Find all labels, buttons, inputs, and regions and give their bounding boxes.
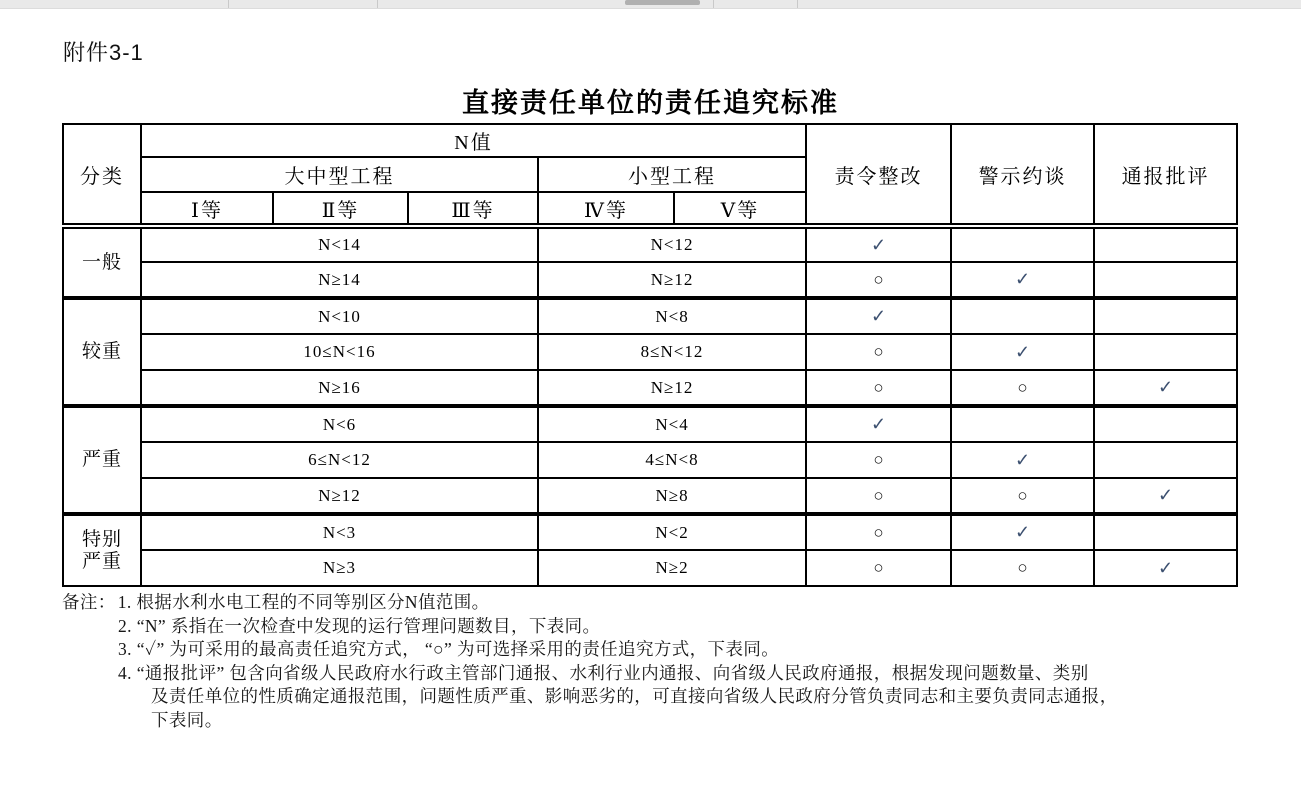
note-item-4-continuation: 下表同。	[151, 709, 223, 730]
category-cell	[63, 226, 141, 298]
n-range-small: 8≤N<12	[538, 334, 806, 370]
toolbar-separator	[797, 0, 798, 8]
mark-cell: ✓	[1094, 550, 1237, 586]
mark-cell	[1094, 514, 1237, 550]
col-header-grade-2: Ⅱ等	[273, 192, 408, 226]
mark-cell: ○	[951, 550, 1094, 586]
n-range-small: N<12	[538, 226, 806, 262]
category-label: 较重	[81, 341, 122, 362]
category-label: 特别	[81, 528, 122, 550]
mark-cell: ○	[806, 334, 951, 370]
n-range-large-medium: N≥14	[141, 262, 538, 298]
category-label: 严重	[81, 550, 122, 572]
n-range-small: N≥2	[538, 550, 806, 586]
n-range-large-medium: 6≤N<12	[141, 442, 538, 478]
mark-cell	[1094, 226, 1237, 262]
mark-cell: ○	[806, 550, 951, 586]
category-cell	[63, 298, 141, 406]
page-title: 直接责任单位的责任追究标准	[462, 88, 839, 118]
mark-cell: ✓	[951, 262, 1094, 298]
responsibility-table	[62, 123, 1238, 587]
col-header-grade-1: Ⅰ等	[141, 192, 273, 226]
table-row	[63, 550, 1237, 586]
col-header-large-medium: 大中型工程	[141, 157, 538, 192]
mark-cell: ✓	[951, 442, 1094, 478]
note-item-2: 2. “N” 系指在一次检查中发现的运行管理问题数目，下表同。	[118, 615, 601, 636]
table-row	[63, 370, 1237, 406]
table-row	[63, 478, 1237, 514]
table-row	[63, 226, 1237, 262]
n-range-small: N≥8	[538, 478, 806, 514]
n-range-large-medium: N≥3	[141, 550, 538, 586]
scrollbar-thumb[interactable]	[625, 0, 700, 5]
category-label: 一般	[81, 251, 122, 273]
col-header-n-value: N值	[141, 124, 806, 157]
mark-cell: ✓	[806, 298, 951, 334]
n-range-large-medium: N<10	[141, 298, 538, 334]
n-range-small: N≥12	[538, 370, 806, 406]
category-cell	[63, 514, 141, 586]
mark-cell: ✓	[806, 226, 951, 262]
mark-cell: ○	[806, 478, 951, 514]
mark-cell	[951, 406, 1094, 442]
n-range-small: N<8	[538, 298, 806, 334]
col-header-warning-interview: 警示约谈	[951, 124, 1094, 226]
n-range-large-medium: 10≤N<16	[141, 334, 538, 370]
note-item-4-continuation: 及责任单位的性质确定通报范围，问题性质严重、影响恶劣的，可直接向省级人民政府分管负责同志和主要负责同志通报，	[151, 686, 1118, 706]
category-cell	[63, 406, 141, 514]
n-range-large-medium: N≥12	[141, 478, 538, 514]
n-range-small: N<4	[538, 406, 806, 442]
n-range-small: 4≤N<8	[538, 442, 806, 478]
n-range-small: N<2	[538, 514, 806, 550]
col-header-order-rectification: 责令整改	[806, 124, 951, 226]
mark-cell	[1094, 442, 1237, 478]
n-range-large-medium: N<14	[141, 226, 538, 262]
mark-cell: ○	[806, 442, 951, 478]
attachment-label: 附件3-1	[63, 40, 144, 65]
note-item-3: 3. “✓” 为可采用的最高责任追究方式， “○” 为可选择采用的责任追究方式，下表同。	[118, 639, 780, 659]
table-row	[63, 514, 1237, 550]
mark-cell	[1094, 334, 1237, 370]
note-item-1: 1. 根据水利水电工程的不同等别区分N值范围。	[117, 592, 490, 612]
col-header-category: 分类	[63, 124, 141, 226]
table-row	[63, 406, 1237, 442]
n-range-large-medium: N≥16	[141, 370, 538, 406]
mark-cell	[951, 298, 1094, 334]
mark-cell: ✓	[951, 514, 1094, 550]
table-row	[63, 334, 1237, 370]
col-header-grade-4: Ⅳ等	[538, 192, 674, 226]
mark-cell: ✓	[806, 406, 951, 442]
table-row	[63, 298, 1237, 334]
mark-cell: ○	[806, 514, 951, 550]
mark-cell: ✓	[951, 334, 1094, 370]
category-label: 严重	[81, 449, 122, 470]
col-header-circulated-criticism: 通报批评	[1094, 124, 1237, 226]
mark-cell: ○	[951, 478, 1094, 514]
table-row	[63, 262, 1237, 298]
mark-cell	[1094, 406, 1237, 442]
mark-cell: ✓	[1094, 478, 1237, 514]
window-top-strip	[0, 0, 1301, 9]
mark-cell: ○	[951, 370, 1094, 406]
n-range-large-medium: N<6	[141, 406, 538, 442]
mark-cell	[1094, 262, 1237, 298]
table-row	[63, 442, 1237, 478]
mark-cell	[951, 226, 1094, 262]
mark-cell: ✓	[1094, 370, 1237, 406]
col-header-small: 小型工程	[538, 157, 806, 192]
notes-section	[62, 591, 1262, 732]
mark-cell: ○	[806, 370, 951, 406]
col-header-grade-5: Ⅴ等	[674, 192, 806, 226]
mark-cell	[1094, 298, 1237, 334]
toolbar-separator	[228, 0, 229, 8]
toolbar-separator	[377, 0, 378, 8]
n-range-small: N≥12	[538, 262, 806, 298]
note-item-4: 4. “通报批评” 包含向省级人民政府水行政主管部门通报、水利行业内通报、向省级人民政府通报，根据发现问题数量、类别	[118, 662, 1089, 683]
toolbar-separator	[713, 0, 714, 8]
n-range-large-medium: N<3	[141, 514, 538, 550]
mark-cell: ○	[806, 262, 951, 298]
notes-label: 备注：	[62, 592, 116, 612]
col-header-grade-3: Ⅲ等	[408, 192, 538, 226]
note-line-1	[62, 591, 1262, 615]
